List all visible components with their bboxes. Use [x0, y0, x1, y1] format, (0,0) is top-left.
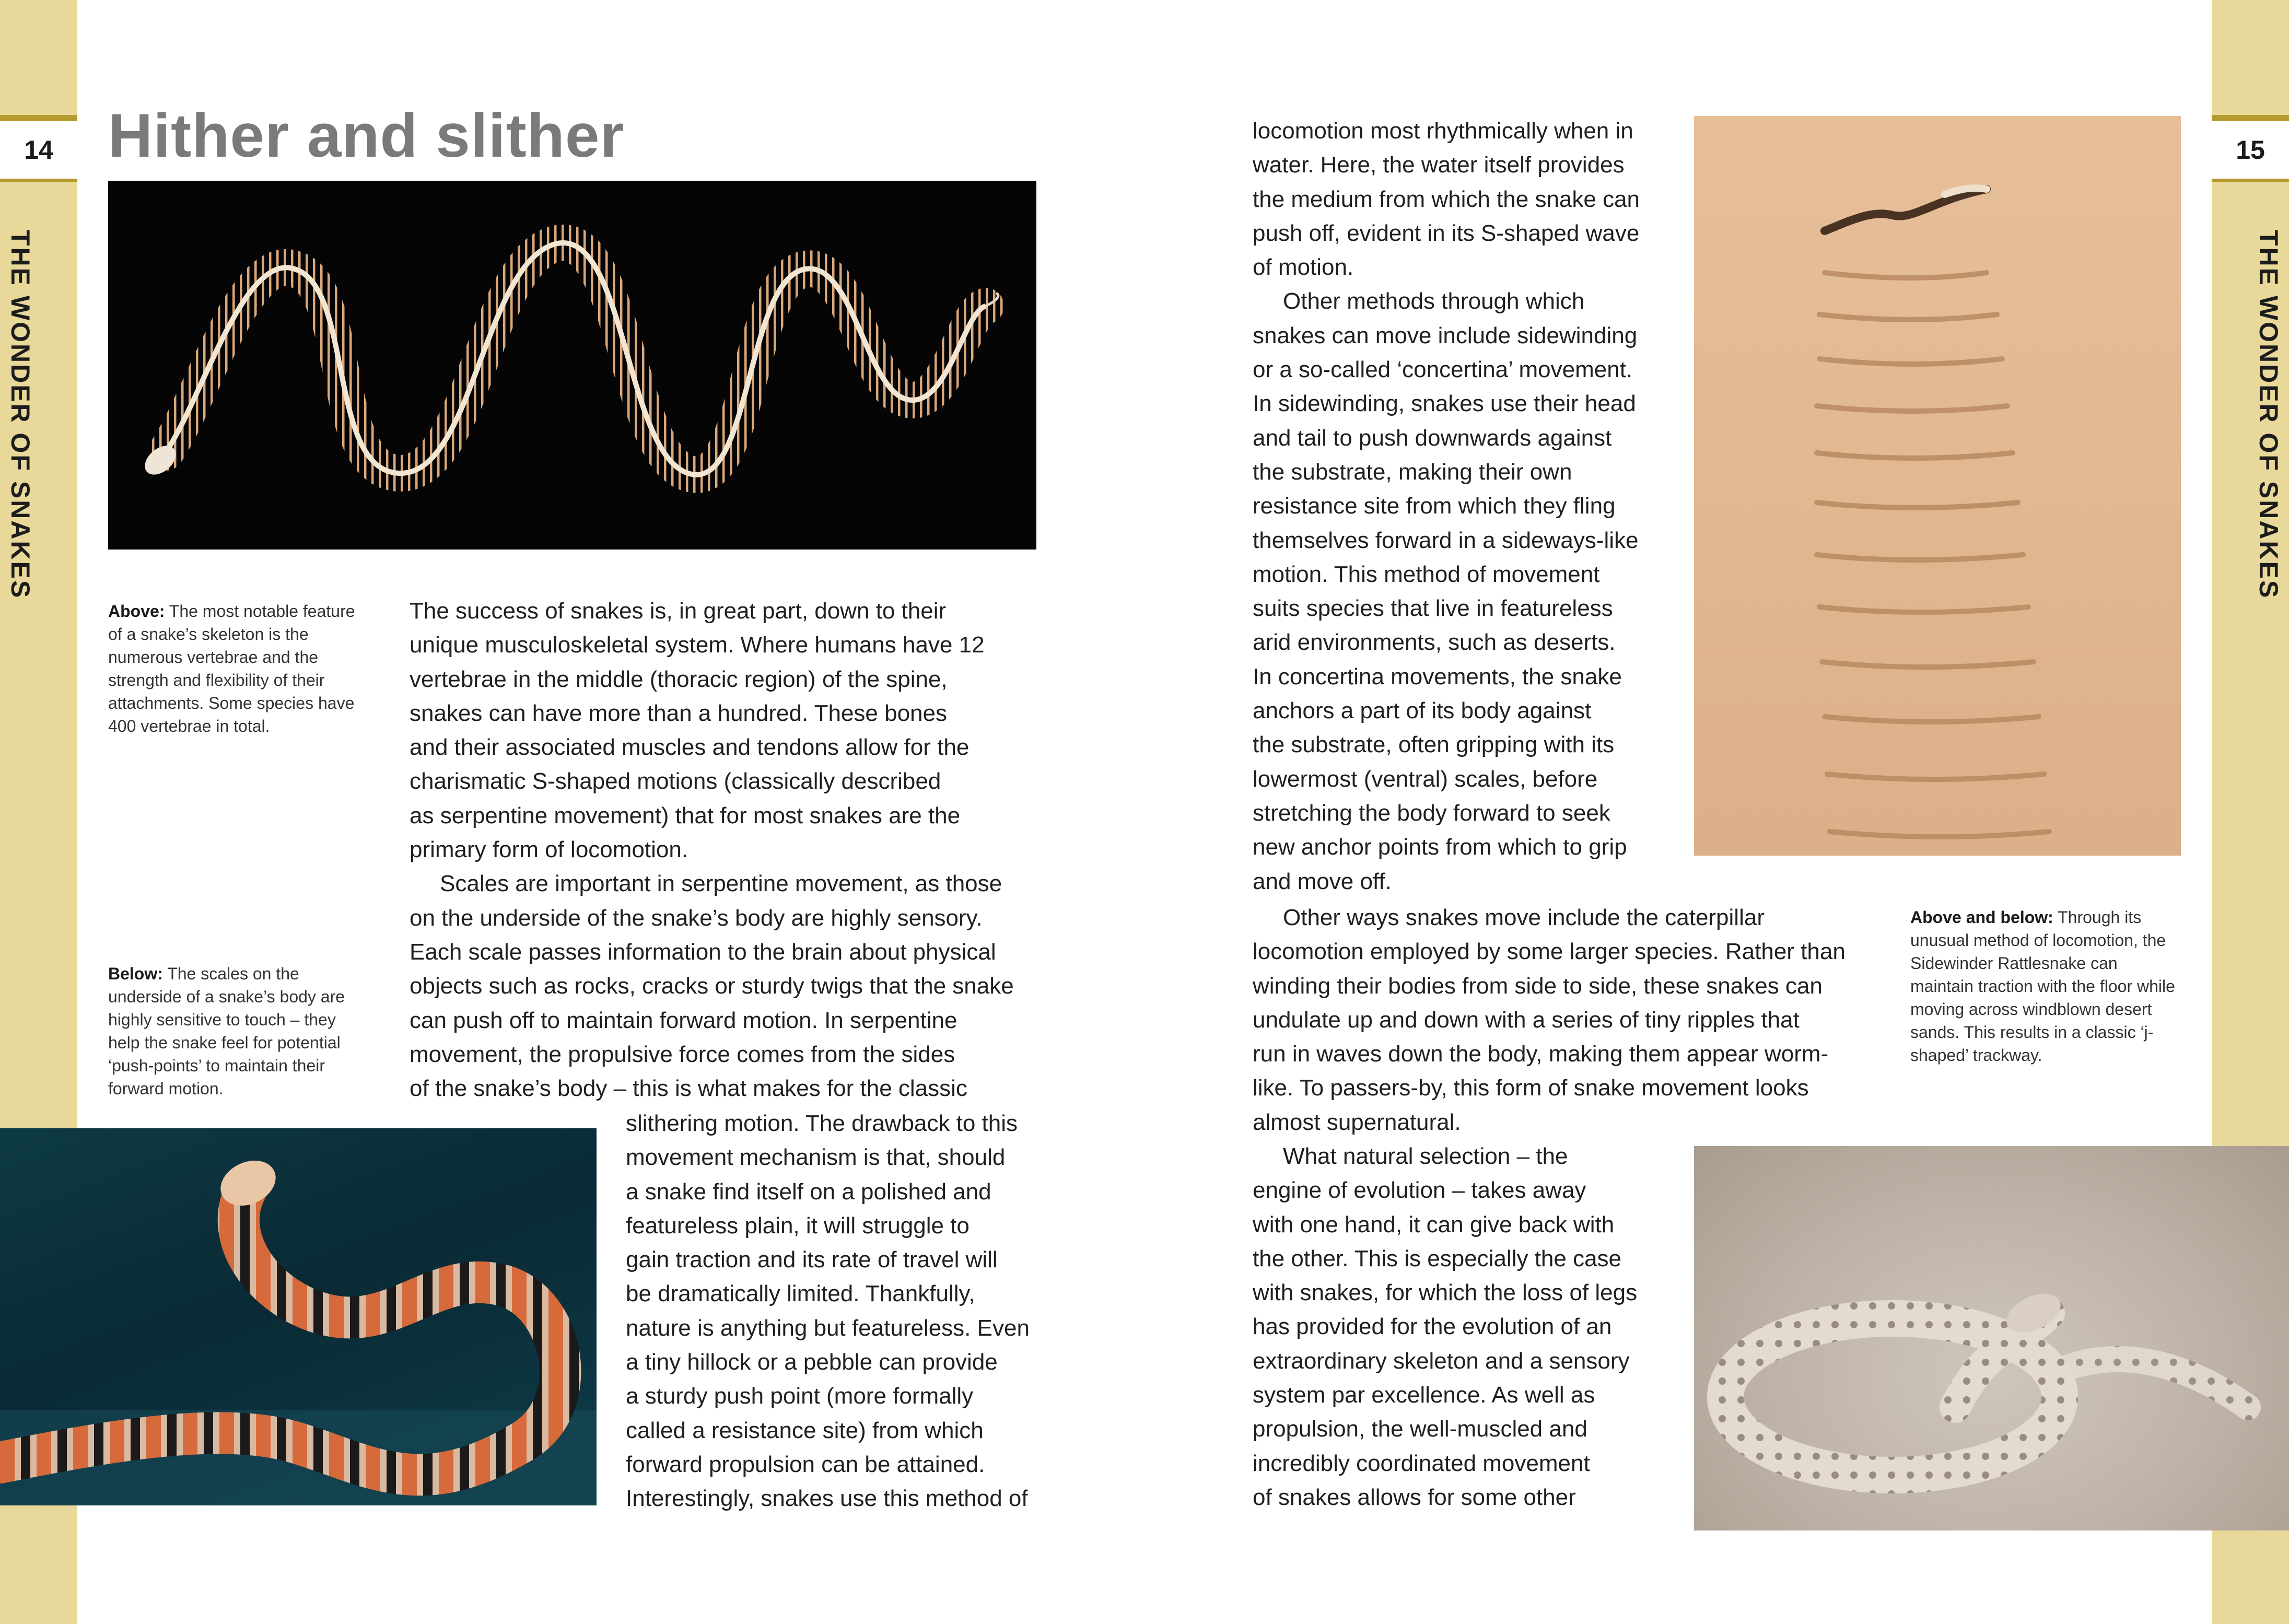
text-line: a tiny hillock or a pebble can provide — [626, 1349, 998, 1375]
text-line: or a so-called ‘concertina’ movement. — [1253, 357, 1633, 383]
text-line: run in waves down the body, making them appear worm- — [1253, 1041, 1829, 1067]
caption-above-text: The most notable feature of a snake’s skeleton is the numerous vertebrae and the strength and flexibility of their attachments. Some species have 400 vertebrae in total. — [108, 602, 355, 735]
banded-snake-photo — [0, 1128, 597, 1505]
text-line: featureless plain, it will struggle to — [626, 1212, 970, 1239]
text-line: movement mechanism is that, should — [626, 1144, 1006, 1171]
text-line: the medium from which the snake can — [1253, 186, 1640, 212]
left-para-1 — [410, 594, 1047, 1105]
caption-right — [1910, 906, 2182, 1067]
text-line: like. To passers-by, this form of snake movement looks — [1253, 1075, 1809, 1101]
text-line: of motion. — [1253, 254, 1354, 281]
text-line: vertebrae in the middle (thoracic region) of the spine, — [410, 666, 948, 692]
text-line: forward propulsion can be attained. — [626, 1451, 985, 1477]
text-line: and move off. — [1253, 868, 1392, 894]
text-line: arid environments, such as deserts. — [1253, 629, 1616, 656]
text-line: of the snake’s body – this is what makes for the classic — [410, 1076, 967, 1102]
text-line: resistance site from which they fling — [1253, 493, 1616, 519]
text-line: In concertina movements, the snake — [1253, 663, 1622, 690]
text-line: a sturdy push point (more formally — [626, 1383, 974, 1409]
caption-above-label: Above: — [108, 602, 165, 621]
text-line: snakes can move include sidewinding — [1253, 322, 1638, 348]
text-line: Scales are important in serpentine movement, as those — [440, 871, 1002, 897]
right-para-3 — [1253, 901, 1895, 1139]
text-line: gain traction and its rate of travel will — [626, 1247, 998, 1273]
text-line: locomotion most rhythmically when in — [1253, 118, 1633, 144]
sidewinder-rattlesnake-photo — [1694, 1146, 2289, 1530]
text-line: extraordinary skeleton and a sensory — [1253, 1348, 1630, 1374]
text-line: unique musculoskeletal system. Where humans have 12 — [410, 632, 985, 658]
text-line: stretching the body forward to seek — [1253, 800, 1610, 826]
page-title: Hither and slither — [108, 101, 625, 170]
text-line: water. Here, the water itself provides — [1253, 152, 1625, 178]
text-line: slithering motion. The drawback to this — [626, 1111, 1018, 1136]
text-line: Other ways snakes move include the caterpillar — [1283, 905, 1765, 930]
text-line: the other. This is especially the case — [1253, 1245, 1622, 1271]
running-head-left: THE WONDER OF SNAKES — [6, 230, 35, 600]
text-line: engine of evolution – takes away — [1253, 1177, 1586, 1204]
text-line: What natural selection – the — [1283, 1143, 1568, 1169]
text-line: suits species that live in featureless — [1253, 595, 1613, 622]
text-line: the substrate, making their own — [1253, 459, 1572, 485]
text-line: propulsion, the well-muscled and — [1253, 1416, 1587, 1442]
page-number-right: 15 — [2212, 115, 2289, 182]
text-line: anchors a part of its body against — [1253, 698, 1592, 724]
text-line: charismatic S-shaped motions (classically described — [410, 768, 941, 795]
caption-below-label: Below: — [108, 964, 163, 983]
text-line: locomotion employed by some larger species. Rather than — [1253, 939, 1846, 965]
text-line: primary form of locomotion. — [410, 837, 688, 863]
text-line: with snakes, for which the loss of legs — [1253, 1280, 1638, 1306]
text-line: and tail to push downwards against — [1253, 425, 1612, 451]
text-line: almost supernatural. — [1253, 1109, 1461, 1135]
text-line: Each scale passes information to the brain about physical — [410, 939, 996, 965]
caption-below — [108, 962, 359, 1100]
text-line: as serpentine movement) that for most snakes are the — [410, 802, 961, 828]
text-line: Interestingly, snakes use this method of — [626, 1486, 1028, 1512]
text-line: push off, evident in its S-shaped wave — [1253, 220, 1640, 246]
right-col-top — [1253, 114, 1681, 898]
right-para-4 — [1253, 1139, 1681, 1514]
text-line: winding their bodies from side to side, these snakes can — [1253, 973, 1823, 999]
text-line: lowermost (ventral) scales, before — [1253, 766, 1598, 792]
text-line: can push off to maintain forward motion. In serpentine — [410, 1007, 957, 1033]
caption-right-label: Above and below: — [1910, 908, 2053, 927]
running-head-right: THE WONDER OF SNAKES — [2254, 230, 2283, 600]
text-line: on the underside of the snake’s body are highly sensory. — [410, 905, 983, 931]
text-line: objects such as rocks, cracks or sturdy twigs that the snake — [410, 973, 1014, 999]
text-line: motion. This method of movement — [1253, 561, 1600, 587]
text-line: Other methods through which — [1283, 288, 1585, 314]
text-line: new anchor points from which to grip — [1253, 834, 1627, 860]
text-line: of snakes allows for some other — [1253, 1484, 1576, 1510]
sidewinder-tracks-photo — [1694, 116, 2181, 856]
text-line: undulate up and down with a series of tiny ripples that — [1253, 1007, 1800, 1033]
text-line: nature is anything but featureless. Even — [626, 1315, 1030, 1341]
caption-right-text: Through its unusual method of locomotion, the Sidewinder Rattlesnake can maintain traction with the floor while moving across windblown desert sands. This results in a classic ‘j-shaped’ trackway. — [1910, 908, 2175, 1065]
text-line: has provided for the evolution of an — [1253, 1314, 1612, 1340]
text-line: a snake find itself on a polished and — [626, 1178, 991, 1205]
text-line: with one hand, it can give back with — [1253, 1211, 1615, 1237]
text-line: The success of snakes is, in great part, down to their — [410, 598, 947, 624]
snake-skeleton-photo — [108, 181, 1036, 550]
caption-below-text: The scales on the underside of a snake’s body are highly sensitive to touch – they help the snake feel for potential ‘push-points’ to maintain their forward motion. — [108, 964, 345, 1098]
text-line: snakes can have more than a hundred. These bones — [410, 700, 947, 726]
text-line: be dramatically limited. Thankfully, — [626, 1281, 975, 1307]
text-line: In sidewinding, snakes use their head — [1253, 391, 1636, 417]
text-line: the substrate, often gripping with its — [1253, 732, 1615, 758]
text-line: and their associated muscles and tendons allow for the — [410, 734, 970, 761]
page-number-left: 14 — [0, 115, 77, 182]
left-para-2-continued — [626, 1106, 1054, 1516]
caption-above — [108, 600, 359, 738]
text-line: system par excellence. As well as — [1253, 1382, 1595, 1408]
text-line: movement, the propulsive force comes from the sides — [410, 1041, 955, 1067]
text-line: called a resistance site) from which — [626, 1417, 984, 1443]
text-line: incredibly coordinated movement — [1253, 1450, 1590, 1476]
text-line: themselves forward in a sideways-like — [1253, 527, 1639, 553]
